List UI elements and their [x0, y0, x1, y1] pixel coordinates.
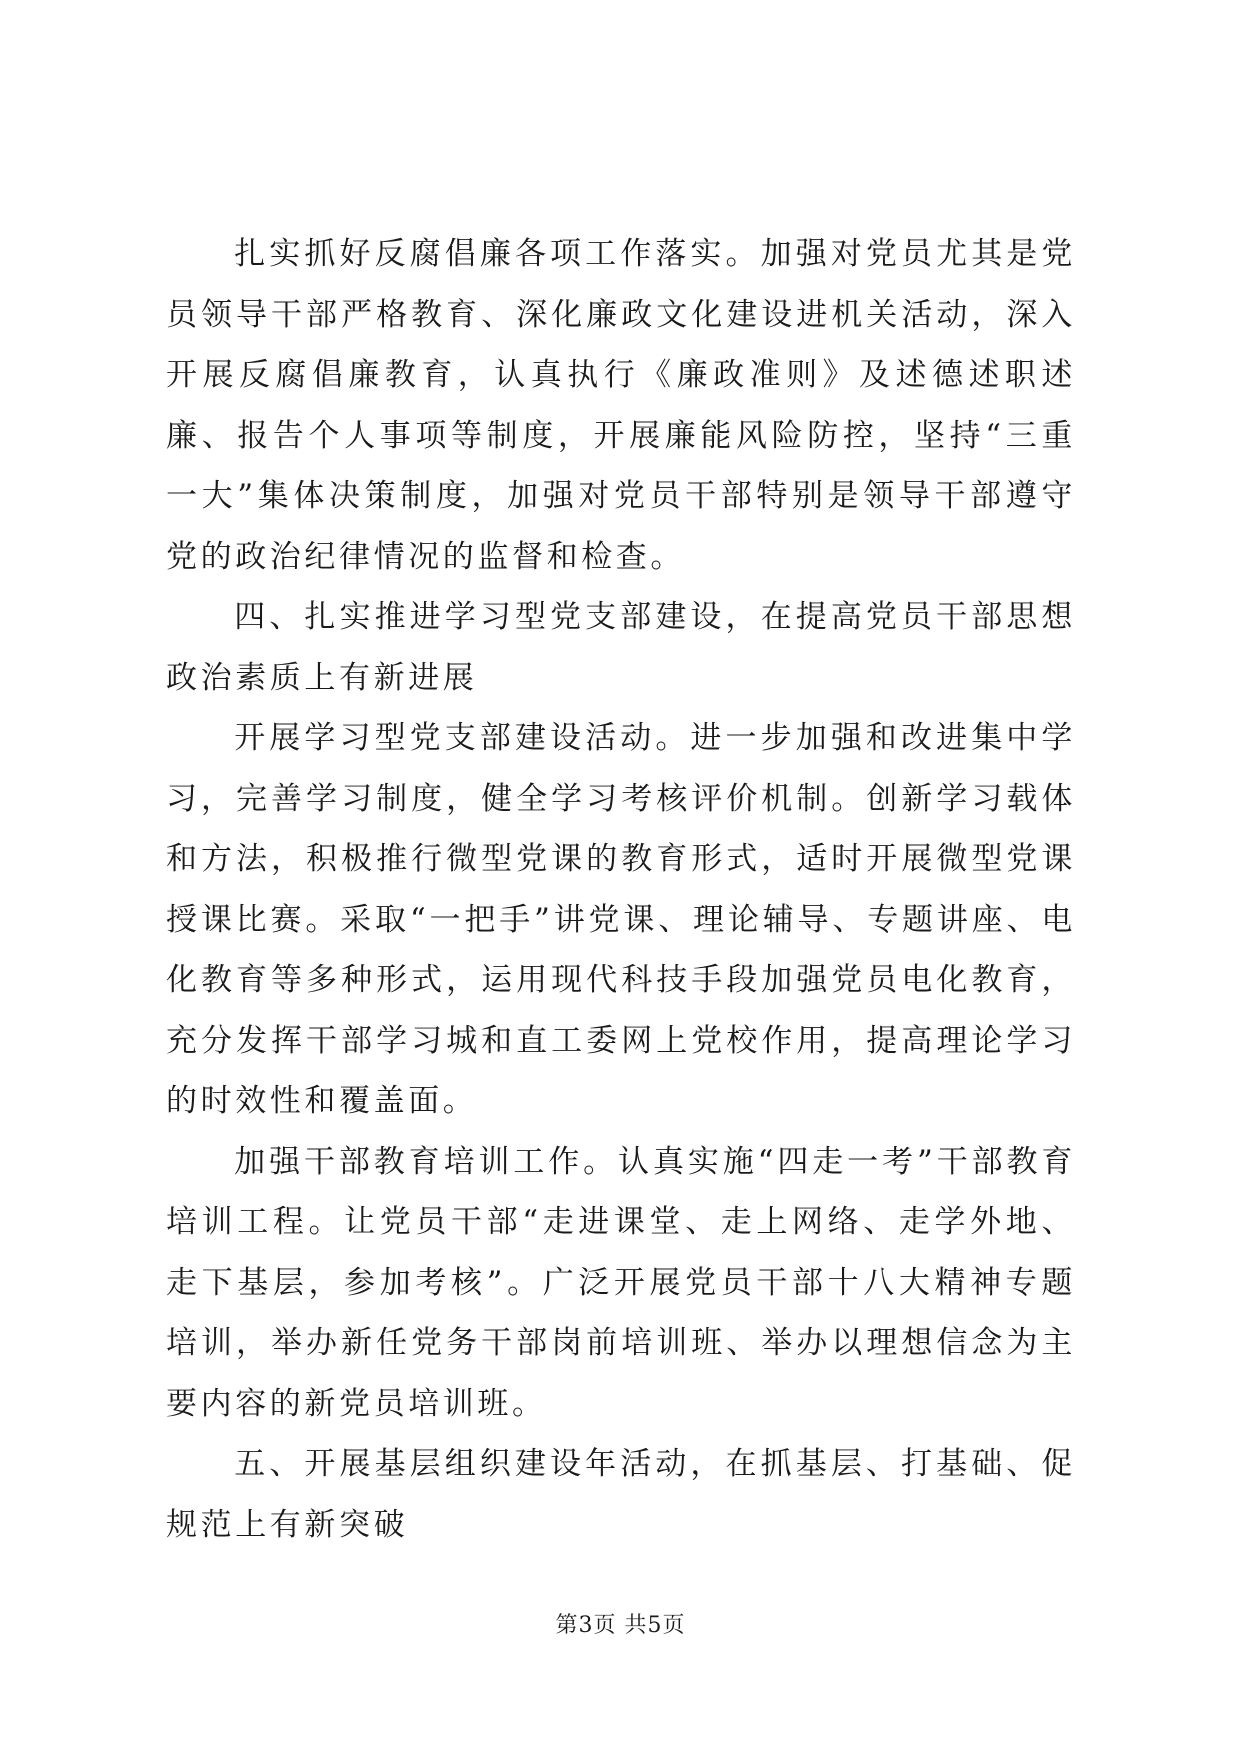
- page-number-footer: 第3页 共5页: [555, 1613, 686, 1638]
- heading-section-five: 五、开展基层组织建设年活动，在抓基层、打基础、促规范上有新突破: [166, 1446, 1076, 1543]
- paragraph-learning-branch: 开展学习型党支部建设活动。进一步加强和改进集中学习，完善学习制度，健全学习考核评价机制。创新学习载体和方法，积极推行微型党课的教育形式，适时开展微型党课授课比赛。采取“一把手”讲党课、理论辅导、专题讲座、电化教育等多种形式，运用现代科技手段加强党员电化教育，充分发挥干部学习城和直工委网上党校作用，提高理论学习的时效性和覆盖面。: [166, 720, 1076, 1119]
- document-body: [166, 224, 1076, 1555]
- heading-section-four: 四、扎实推进学习型党支部建设，在提高党员干部思想政治素质上有新进展: [166, 599, 1076, 696]
- paragraph-anticorruption: 扎实抓好反腐倡廉各项工作落实。加强对党员尤其是党员领导干部严格教育、深化廉政文化建设进机关活动，深入开展反腐倡廉教育，认真执行《廉政准则》及述德述职述廉、报告个人事项等制度，开展廉能风险防控，坚持“三重一大”集体决策制度，加强对党员干部特别是领导干部遵守党的政治纪律情况的监督和检查。: [166, 236, 1076, 575]
- paragraph-cadre-training: 加强干部教育培训工作。认真实施“四走一考”干部教育培训工程。让党员干部“走进课堂、走上网络、走学外地、走下基层，参加考核”。广泛开展党员干部十八大精神专题培训，举办新任党务干部岗前培训班、举办以理想信念为主要内容的新党员培训班。: [166, 1143, 1076, 1422]
